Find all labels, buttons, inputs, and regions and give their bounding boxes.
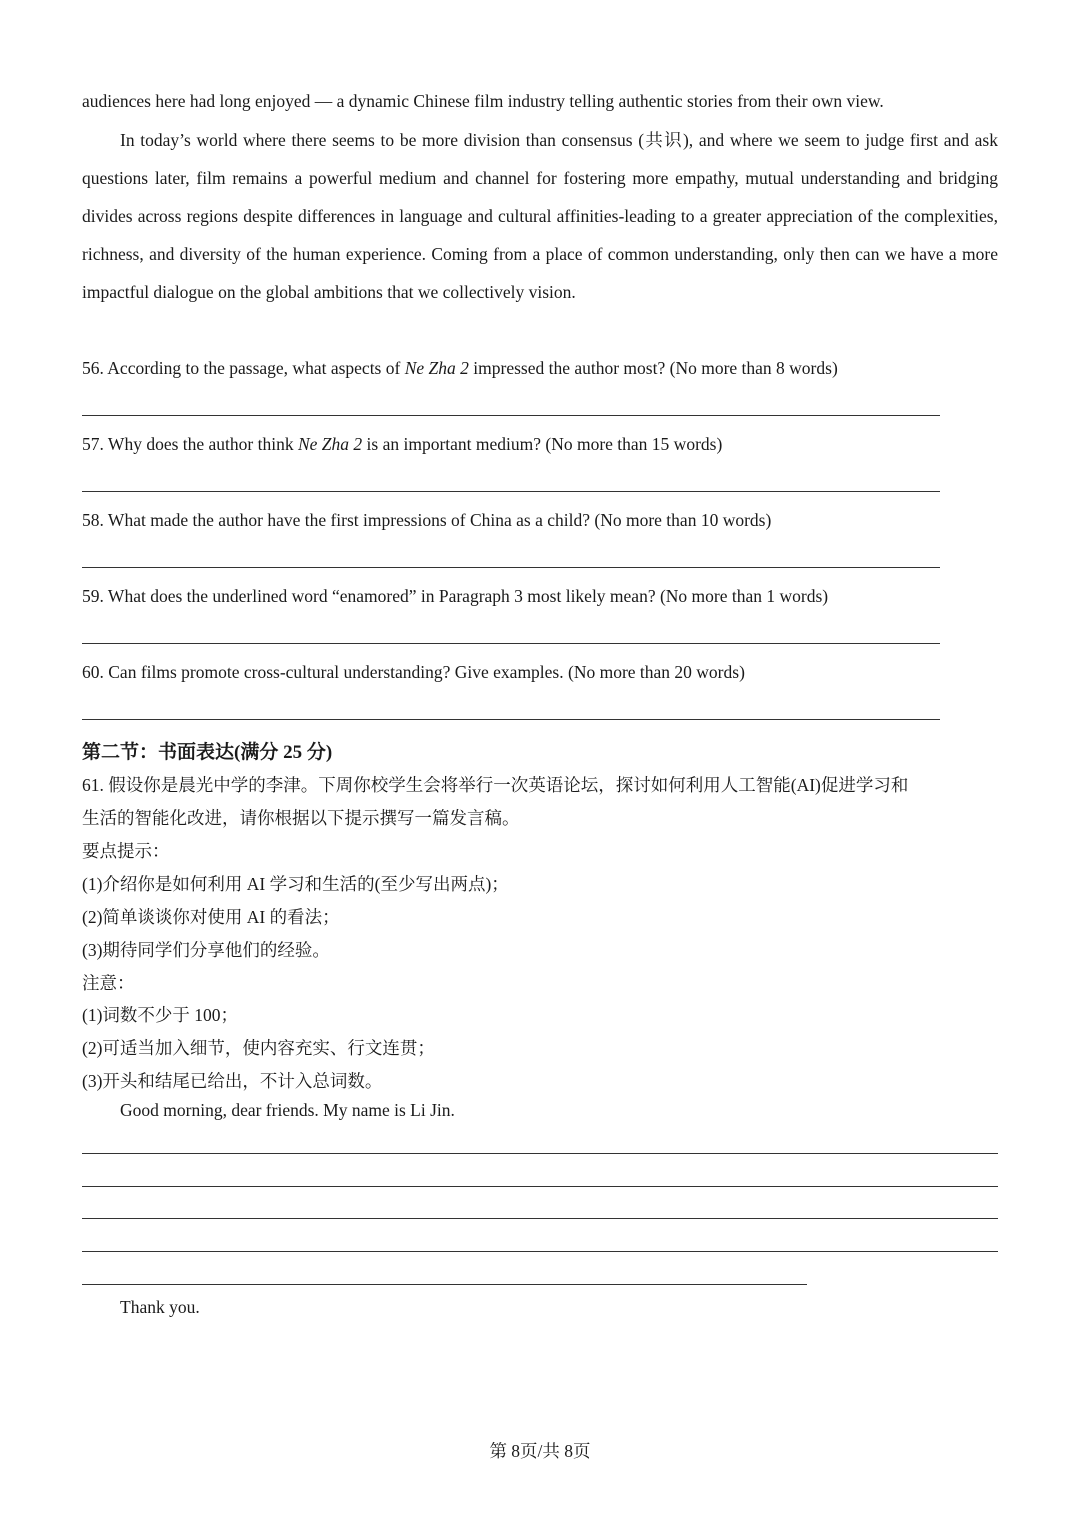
essay-opening: Good morning, dear friends. My name is Li Jin. (120, 1100, 455, 1120)
point-item: (3)期待同学们分享他们的经验。 (82, 940, 330, 960)
essay-writing-line[interactable] (82, 1153, 998, 1154)
essay-writing-line[interactable] (82, 1186, 998, 1187)
question-text: 56. According to the passage, what aspects of (82, 358, 405, 378)
passage-paragraph: In today’s world where there seems to be more division than consensus (共识), and where we seem to judge first and ask questions later, film remains a powerful medium and channel for fostering more empathy, mutual understanding and bridging divides across regions despite differences in language and cultural affinities-leading to a greater appreciation of the complexities, richness, and diversity of the human experience. Coming from a place of common understanding, only then can we have a more impactful dialogue on the global ambitions that we collectively vision. (82, 130, 998, 302)
point-item: (1)介绍你是如何利用 AI 学习和生活的(至少写出两点)； (82, 874, 509, 894)
writing-prompt-line-2: 生活的智能化改进，请你根据以下提示撰写一篇发言稿。 (82, 808, 520, 828)
question-59 (82, 586, 828, 607)
points-label: 要点提示： (82, 841, 170, 861)
question-text: impressed the author most? (No more than 8 words) (468, 358, 838, 378)
note-item: (1)词数不少于 100； (82, 1005, 239, 1025)
question-57 (82, 434, 722, 455)
answer-line-59[interactable] (82, 643, 940, 644)
answer-line-60[interactable] (82, 719, 940, 720)
essay-writing-line[interactable] (82, 1251, 998, 1252)
question-60 (82, 662, 745, 683)
essay-writing-line[interactable] (82, 1284, 807, 1285)
question-text: 60. Can films promote cross-cultural understanding? Give examples. (No more than 20 words) (82, 662, 745, 682)
note-item: (2)可适当加入细节，使内容充实、行文连贯； (82, 1038, 435, 1058)
question-title-italic: Ne Zha 2 (297, 434, 363, 454)
question-text: is an important medium? (No more than 15 words) (362, 434, 723, 454)
note-item: (3)开头和结尾已给出，不计入总词数。 (82, 1071, 383, 1091)
answer-line-57[interactable] (82, 491, 940, 492)
point-item: (2)简单谈谈你对使用 AI 的看法； (82, 907, 340, 927)
question-58 (82, 510, 771, 531)
question-text: 59. What does the underlined word “enamored” in Paragraph 3 most likely mean? (No more than 1 words) (82, 586, 829, 606)
notes-label: 注意： (82, 973, 135, 993)
question-text: 57. Why does the author think (82, 434, 298, 454)
answer-line-58[interactable] (82, 567, 940, 568)
answer-line-56[interactable] (82, 415, 940, 416)
passage-line-1: audiences here had long enjoyed — a dynamic Chinese film industry telling authentic stories from their own view. (82, 91, 884, 111)
essay-closing: Thank you. (120, 1297, 200, 1317)
question-title-italic: Ne Zha 2 (404, 358, 469, 378)
page-footer: 第 8页/共 8页 (489, 1441, 591, 1461)
writing-prompt-line-1: 61. 假设你是晨光中学的李津。下周你校学生会将举行一次英语论坛，探讨如何利用人工智能(AI)促进学习和 (82, 775, 909, 795)
question-text: 58. What made the author have the first impressions of China as a child? (No more than 10 words) (82, 510, 772, 530)
section-heading: 第二节：书面表达(满分 25 分) (82, 742, 333, 763)
question-56 (82, 358, 838, 379)
essay-writing-line[interactable] (82, 1218, 998, 1219)
